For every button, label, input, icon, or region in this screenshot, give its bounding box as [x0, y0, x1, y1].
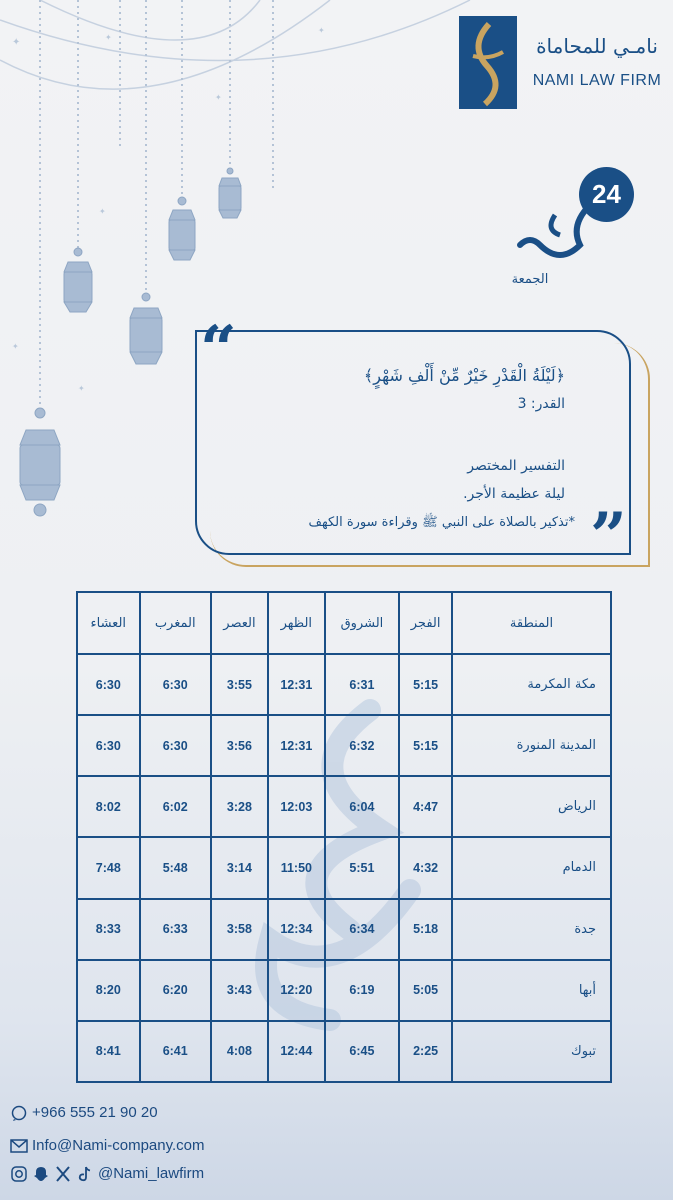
- whatsapp-icon: [10, 1105, 28, 1121]
- time-cell: 5:18: [399, 899, 452, 960]
- svg-text:✦: ✦: [12, 37, 21, 48]
- reminder-text: *تذكير بالصلاة على النبي ﷺ وقراءة سورة الكهف: [308, 515, 575, 530]
- quote-close-icon: ”: [590, 499, 627, 574]
- region-cell: تبوك: [452, 1021, 611, 1082]
- time-cell: 5:15: [399, 715, 452, 776]
- region-cell: جدة: [452, 899, 611, 960]
- table-header-row: [77, 592, 611, 654]
- quote-reference: القدر: 3: [517, 396, 565, 412]
- tafsir-title: التفسير المختصر: [467, 458, 565, 474]
- email-icon: [10, 1138, 28, 1154]
- brand-name-ar: نامـي للمحاماة: [536, 34, 658, 58]
- time-cell: 12:34: [268, 899, 325, 960]
- contact-social[interactable]: [10, 1165, 204, 1182]
- tiktok-icon[interactable]: [76, 1166, 94, 1182]
- time-cell: 6:20: [140, 960, 211, 1021]
- time-cell: 8:20: [77, 960, 140, 1021]
- time-cell: 8:41: [77, 1021, 140, 1082]
- instagram-icon[interactable]: [10, 1166, 28, 1182]
- prayer-times-table: [76, 591, 612, 1083]
- time-cell: 6:45: [325, 1021, 400, 1082]
- time-cell: 12:03: [268, 776, 325, 837]
- header-region: المنطقة: [452, 592, 611, 654]
- social-handle: @Nami_lawfirm: [98, 1165, 205, 1182]
- region-cell: المدينة المنورة: [452, 715, 611, 776]
- region-cell: أبها: [452, 960, 611, 1021]
- svg-text:✦: ✦: [318, 26, 325, 35]
- snapchat-icon[interactable]: [32, 1166, 50, 1182]
- header-fajr: الفجر: [399, 592, 452, 654]
- region-cell: مكة المكرمة: [452, 654, 611, 715]
- time-cell: 3:28: [211, 776, 268, 837]
- time-cell: 5:15: [399, 654, 452, 715]
- table-row: [77, 715, 611, 776]
- time-cell: 8:33: [77, 899, 140, 960]
- header-isha: العشاء: [77, 592, 140, 654]
- time-cell: 3:43: [211, 960, 268, 1021]
- time-cell: 6:32: [325, 715, 400, 776]
- time-cell: 3:58: [211, 899, 268, 960]
- table-row: [77, 960, 611, 1021]
- quote-verse: ﴿لَيْلَةُ الْقَدْرِ خَيْرٌ مِّنْ أَلْفِ شَهْرٍ﴾: [363, 366, 565, 385]
- time-cell: 8:02: [77, 776, 140, 837]
- time-cell: 6:19: [325, 960, 400, 1021]
- table-row: [77, 1021, 611, 1082]
- x-icon[interactable]: [54, 1166, 72, 1182]
- header-maghrib: المغرب: [140, 592, 211, 654]
- svg-text:✦: ✦: [12, 342, 19, 351]
- svg-text:✦: ✦: [215, 93, 222, 102]
- svg-text:✦: ✦: [99, 207, 106, 216]
- time-cell: 12:31: [268, 715, 325, 776]
- lantern-icon: [64, 248, 92, 312]
- time-cell: 5:48: [140, 837, 211, 898]
- time-cell: 3:56: [211, 715, 268, 776]
- region-cell: الدمام: [452, 837, 611, 898]
- time-cell: 12:44: [268, 1021, 325, 1082]
- time-cell: 12:31: [268, 654, 325, 715]
- time-cell: 6:33: [140, 899, 211, 960]
- time-cell: 6:30: [77, 715, 140, 776]
- svg-text:✦: ✦: [78, 384, 85, 393]
- svg-text:✦: ✦: [105, 33, 112, 42]
- time-cell: 4:47: [399, 776, 452, 837]
- region-cell: الرياض: [452, 776, 611, 837]
- lantern-icon: [219, 168, 241, 218]
- time-cell: 6:34: [325, 899, 400, 960]
- time-cell: 6:41: [140, 1021, 211, 1082]
- time-cell: 5:51: [325, 837, 400, 898]
- header-dhuhr: الظهر: [268, 592, 325, 654]
- email-address: Info@Nami-company.com: [32, 1137, 205, 1154]
- table-row: [77, 654, 611, 715]
- time-cell: 6:04: [325, 776, 400, 837]
- phone-number: +966 555 21 90 20: [32, 1104, 158, 1121]
- weekday-label: الجمعة: [511, 272, 549, 287]
- time-cell: 5:05: [399, 960, 452, 1021]
- time-cell: 6:30: [140, 654, 211, 715]
- time-cell: 3:14: [211, 837, 268, 898]
- brand-logo-mark: [459, 16, 517, 109]
- lantern-icon: [130, 293, 162, 364]
- time-cell: 4:32: [399, 837, 452, 898]
- header-asr: العصر: [211, 592, 268, 654]
- tafsir-text: ليلة عظيمة الأجر.: [463, 486, 565, 502]
- time-cell: 4:08: [211, 1021, 268, 1082]
- lantern-icon: [20, 408, 60, 516]
- table-row: [77, 837, 611, 898]
- table-row: [77, 899, 611, 960]
- time-cell: 7:48: [77, 837, 140, 898]
- time-cell: 6:30: [77, 654, 140, 715]
- quote-open-icon: “: [200, 312, 237, 387]
- lantern-icon: [169, 197, 195, 260]
- time-cell: 12:20: [268, 960, 325, 1021]
- header-sunrise: الشروق: [325, 592, 400, 654]
- table-row: [77, 776, 611, 837]
- contact-email[interactable]: [10, 1137, 205, 1154]
- time-cell: 6:02: [140, 776, 211, 837]
- day-number-badge: 24: [579, 167, 634, 222]
- time-cell: 3:55: [211, 654, 268, 715]
- time-cell: 2:25: [399, 1021, 452, 1082]
- time-cell: 11:50: [268, 837, 325, 898]
- brand-name-en: NAMI LAW FIRM: [532, 72, 662, 89]
- time-cell: 6:31: [325, 654, 400, 715]
- time-cell: 6:30: [140, 715, 211, 776]
- contact-phone[interactable]: [10, 1104, 158, 1121]
